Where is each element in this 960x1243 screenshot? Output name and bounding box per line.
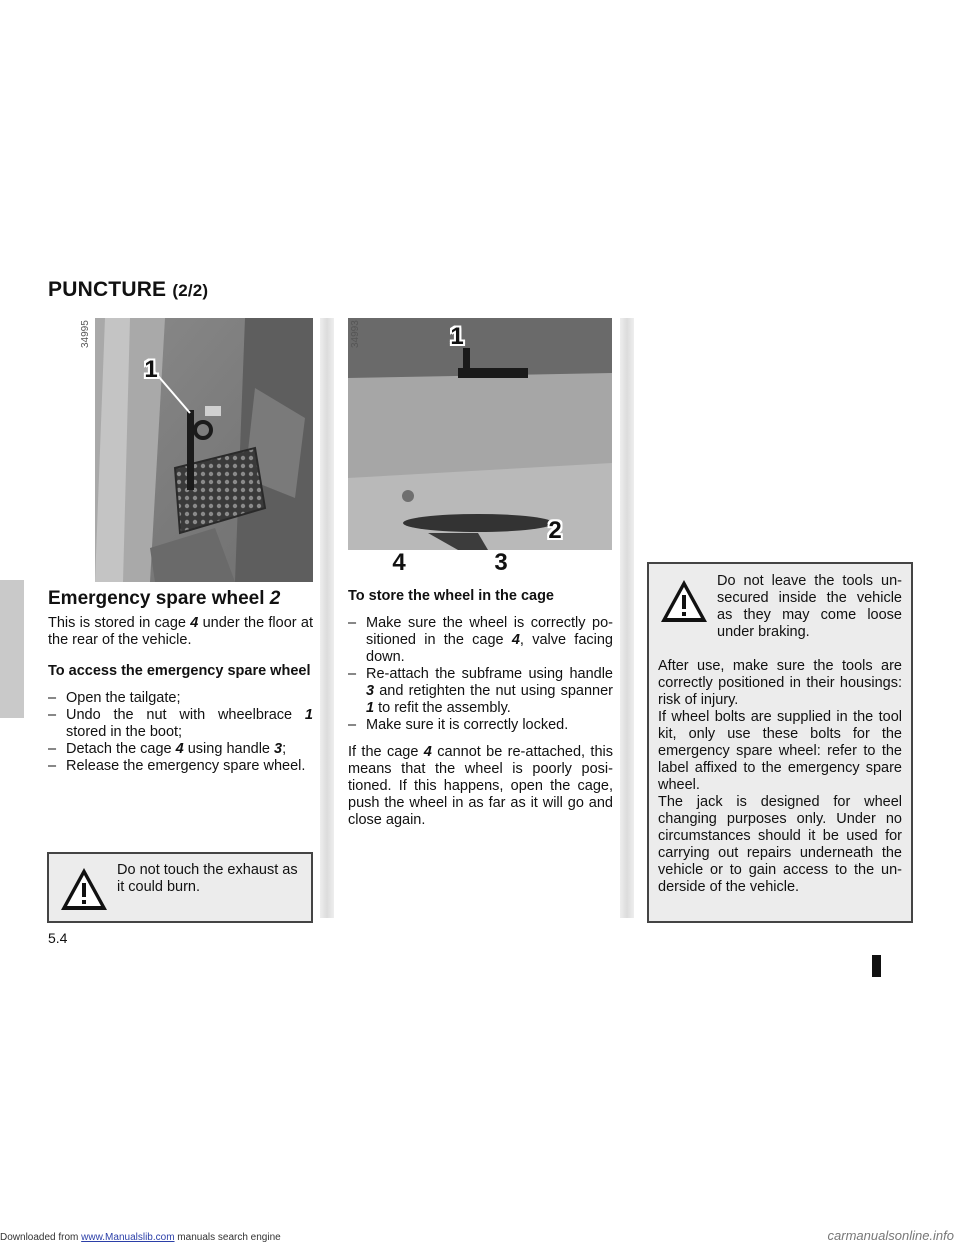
image-code: 34995: [80, 320, 91, 348]
list-item: [48, 758, 313, 775]
text: Make sure it is correctly locked.: [366, 717, 569, 733]
text: Undo the nut with wheelbrace: [66, 707, 305, 723]
text: and retighten the nut using spanner: [374, 683, 613, 699]
store-steps: [348, 615, 613, 734]
store-heading: To store the wheel in the cage: [348, 588, 554, 604]
callout-2: 2: [548, 517, 562, 544]
warning-text: The jack is designed for wheel changing purposes only. Under no circumstances should it be used for carrying out repairs underneath the vehicle or to gain access to the un-derside of the vehicle.: [658, 794, 902, 895]
callout-4: 4: [392, 549, 406, 576]
list-item: [48, 690, 313, 707]
text: Release the emergency spare wheel.: [66, 758, 306, 774]
list-item: [348, 615, 613, 666]
footer-download: [0, 1232, 281, 1243]
warning-body: [658, 658, 902, 896]
column-divider: [320, 318, 334, 918]
ref-number: 4: [175, 741, 184, 757]
section2-body: [348, 588, 613, 829]
text: , valve facing down.: [366, 632, 613, 665]
list-item: [348, 666, 613, 717]
photo-boot-wheelbrace: [95, 318, 313, 582]
warning-box-tools: [647, 562, 913, 923]
callout-1: 1: [144, 356, 158, 383]
photo-illustration: [348, 318, 612, 550]
warning-lead-text: Do not leave the tools un-secured inside the vehicle as they may come loose under braking.: [717, 573, 902, 640]
callout-3: 3: [494, 549, 508, 576]
image-code: 34993: [350, 320, 361, 348]
list-item: [348, 717, 613, 734]
warning-text: If wheel bolts are supplied in the tool kit, only use these bolts for the emergency spare wheel: refer to the label affixed to the emergency spare wheel.: [658, 709, 902, 793]
footer-text: Downloaded from: [0, 1232, 82, 1243]
text: ;: [282, 741, 287, 757]
photo-rear-cage: [348, 318, 612, 550]
text: to refit the assembly.: [374, 700, 511, 716]
callout-1: 1: [450, 323, 464, 350]
text: Detach the cage: [66, 741, 176, 757]
page-number: 5.4: [48, 930, 68, 946]
heading-text: Emergency spare wheel: [48, 588, 265, 609]
list-item: [48, 707, 313, 741]
store-paragraph: [348, 744, 613, 829]
title-main: PUNCTURE: [48, 278, 167, 301]
text: using handle: [183, 741, 275, 757]
chapter-tab: [0, 580, 24, 718]
text: under the floor at the rear of the vehicle.: [48, 615, 313, 648]
list-item: [48, 741, 313, 758]
footer-link[interactable]: www.Manualslib.com: [81, 1232, 175, 1243]
text: Re-attach the subframe using handle: [366, 666, 613, 682]
text: This is stored in cage: [48, 615, 191, 631]
photo-illustration: [95, 318, 313, 582]
ref-number: 1: [304, 707, 313, 723]
text: Make sure the wheel is correctly po-sitioned in the cage: [366, 615, 613, 648]
warning-box-exhaust: [47, 852, 313, 923]
footer-text: manuals search engine: [174, 1232, 281, 1243]
heading-number: 2: [269, 588, 281, 609]
text: cannot be re-attached, this means that the wheel is poorly posi-tioned. If this happens, open the cage, push the wheel in as far as it will go and close again.: [348, 744, 613, 828]
text: Open the tailgate;: [66, 690, 181, 706]
access-heading: To access the emergency spare wheel: [48, 663, 311, 679]
end-marker: [872, 955, 881, 977]
title-part: (2/2): [172, 281, 209, 300]
section-heading: [48, 588, 280, 610]
ref-number: 3: [274, 741, 283, 757]
ref-number: 1: [366, 700, 375, 716]
ref-number: 3: [366, 683, 375, 699]
warning-text: Do not touch the exhaust as it could burn.: [117, 862, 298, 895]
column-divider: [620, 318, 634, 918]
page-title: [48, 278, 208, 302]
warning-triangle-icon: [659, 578, 709, 624]
ref-number: 4: [423, 744, 432, 760]
text: If the cage: [348, 744, 424, 760]
text: stored in the boot;: [66, 724, 183, 740]
footer-watermark: carmanualsonline.info: [827, 1228, 954, 1243]
ref-number: 4: [190, 615, 199, 631]
ref-number: 4: [511, 632, 520, 648]
warning-triangle-icon: [59, 866, 109, 912]
section1-body: [48, 615, 313, 775]
intro-paragraph: [48, 615, 313, 649]
access-steps: [48, 690, 313, 775]
warning-text: After use, make sure the tools are correctly positioned in their housings: risk of injury.: [658, 658, 902, 708]
